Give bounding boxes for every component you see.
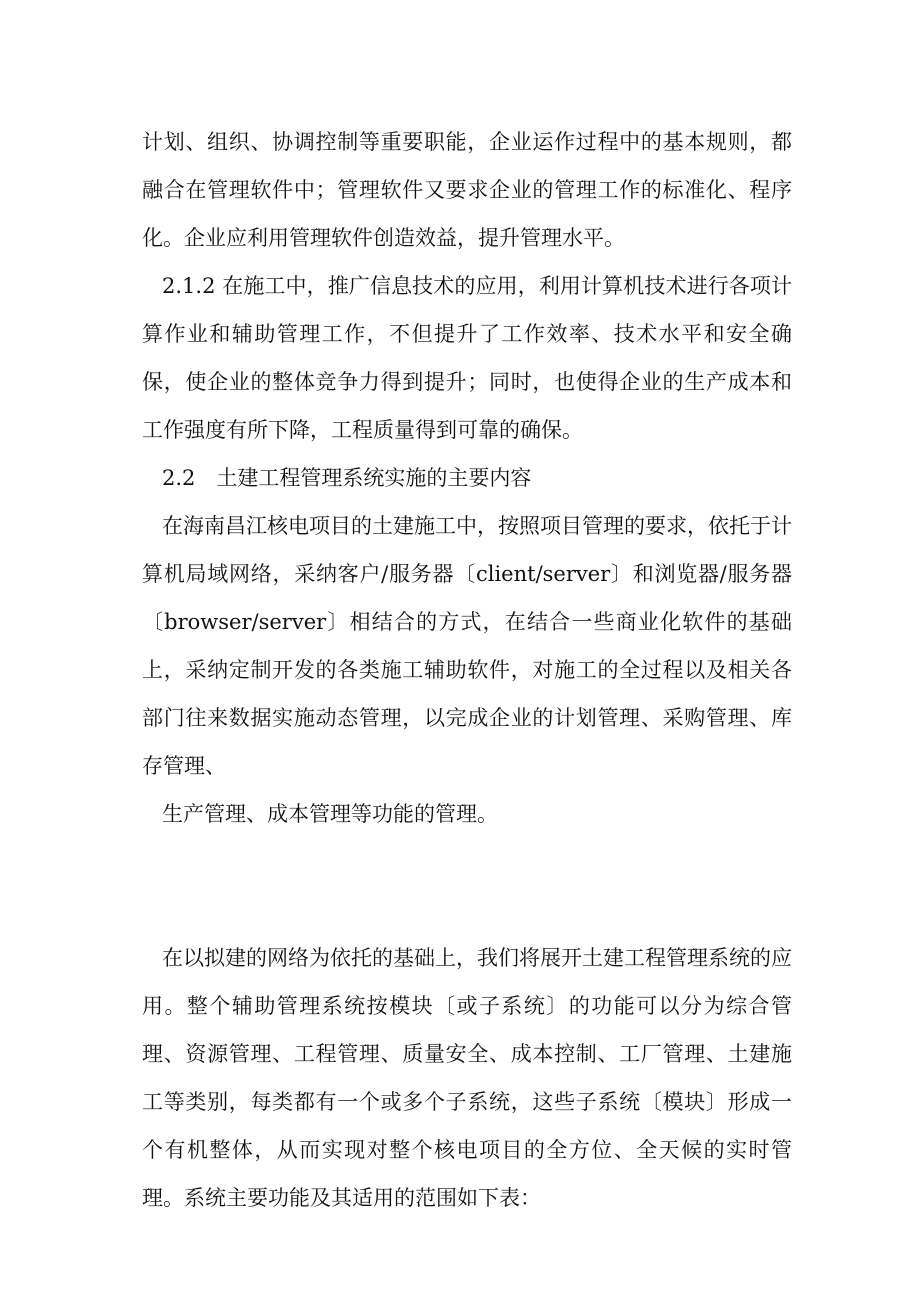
paragraph-hainan-project: 在海南昌江核电项目的土建施工中，按照项目管理的要求，依托于计算机局域网络，采纳客户/服务器〔client/server〕和浏览器/服务器〔browser/server〕相结合的方式，在结合一些商业化软件的基础上，采纳定制开发的各类施工辅助软件，对施工的全过程以及相关各部门往来数据实施动态管理，以完成企业的计划管理、采购管理、库存管理、 [142,514,792,778]
paragraph-management-software: 计划、组织、协调控制等重要职能，企业运作过程中的基本规则，都融合在管理软件中；管理软件又要求企业的管理工作的标准化、程序化。企业应利用管理软件创造效益，提升管理水平。 [142,130,792,250]
section-heading-2-2: 2.2 土建工程管理系统实施的主要内容 [162,466,532,490]
paragraph-2-1-2: 2.1.2 在施工中，推广信息技术的应用，利用计算机技术进行各项计算作业和辅助管理工作，不但提升了工作效率、技术水平和安全确保，使企业的整体竞争力得到提升；同时，也使得企业的生产成本和工作强度有所下降，工程质量得到可靠的确保。 [142,274,792,442]
paragraph-gap [142,838,792,934]
paragraph-system-modules: 在以拟建的网络为依托的基础上，我们将展开土建工程管理系统的应用。整个辅助管理系统按模块〔或子系统〕的功能可以分为综合管理、资源管理、工程管理、质量安全、成本控制、工厂管理、土建施工等类别，每类都有一个或多个子系统，这些子系统〔模块〕形成一个有机整体，从而实现对整个核电项目的全方位、全天候的实时管理。系统主要功能及其适用的范围如下表： [142,946,792,1210]
paragraph-production-management: 生产管理、成本管理等功能的管理。 [162,802,498,826]
document-page [142,118,792,1222]
